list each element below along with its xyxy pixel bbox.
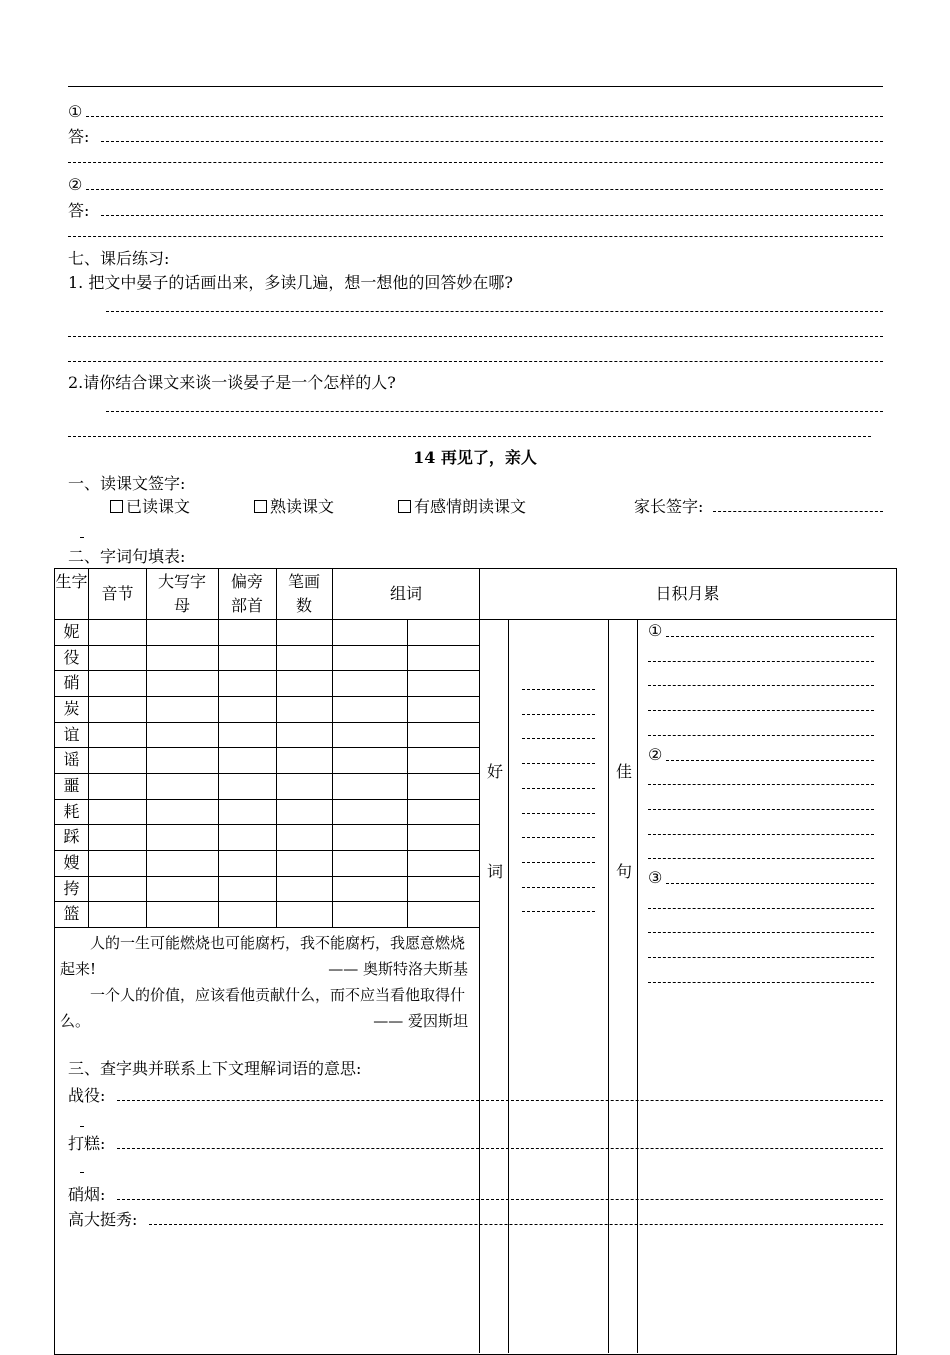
answer-1-line[interactable] xyxy=(68,126,883,148)
word-line-xiaoyan[interactable] xyxy=(68,1184,883,1206)
question-1-line[interactable] xyxy=(68,101,883,123)
answer-2-label: 答: xyxy=(68,201,90,220)
stray-mark xyxy=(80,537,84,538)
table-row-divider xyxy=(54,799,480,800)
word-gaodatingxiu: 高大挺秀: xyxy=(68,1210,138,1229)
table-row-divider xyxy=(54,747,480,748)
word-line-zhanyi[interactable] xyxy=(68,1085,883,1107)
table-row-divider xyxy=(54,645,480,646)
quote-1-author: —— 奥斯特洛夫斯基 xyxy=(328,960,468,978)
good-sentence-line[interactable] xyxy=(648,908,874,909)
table-row-divider xyxy=(54,773,480,774)
word-dagao: 打糕: xyxy=(68,1134,106,1153)
good-word-line[interactable] xyxy=(522,714,595,715)
char-cell: 噩 xyxy=(63,776,80,796)
char-cell: 挎 xyxy=(63,878,80,898)
sentence-marker: ② xyxy=(648,744,663,764)
option-read-label: 已读课文 xyxy=(126,497,191,516)
quote-2-author: —— 爱因斯坦 xyxy=(373,1012,468,1030)
sentence-marker: ③ xyxy=(648,868,663,887)
quote-1: 人的一生可能燃烧也可能腐朽，我不能腐朽，我愿意燃烧起来! xyxy=(60,934,466,978)
char-cell: 炭 xyxy=(63,699,80,718)
sec2-heading: 二、字词句填表: xyxy=(68,547,186,566)
option-fluent[interactable] xyxy=(254,496,334,518)
good-word-line[interactable] xyxy=(522,911,595,912)
word-xiaoyan: 硝烟: xyxy=(68,1185,106,1204)
answer-2-line[interactable] xyxy=(68,200,883,222)
sec3-heading: 三、查字典并联系上下文理解词语的意思: xyxy=(68,1059,362,1078)
good-word-line[interactable] xyxy=(522,763,595,764)
option-fluent-label: 熟读课文 xyxy=(270,497,335,516)
checkbox-icon[interactable] xyxy=(254,500,267,513)
table-row-divider xyxy=(54,670,480,671)
good-words-label: 好词 xyxy=(486,762,503,881)
exercise-1-answer-line[interactable] xyxy=(106,311,883,312)
checkbox-icon[interactable] xyxy=(110,500,123,513)
option-read[interactable] xyxy=(110,496,190,518)
good-sentences-label: 佳句 xyxy=(615,762,632,881)
char-cell: 役 xyxy=(63,647,80,667)
stray-mark xyxy=(80,1172,84,1173)
good-sentence-line[interactable] xyxy=(648,858,874,859)
table-row-divider xyxy=(54,696,480,697)
stray-mark xyxy=(80,1126,84,1127)
table-row-divider xyxy=(54,876,480,877)
exercise-1-answer-line[interactable] xyxy=(68,336,883,337)
table-row-divider xyxy=(54,722,480,723)
good-word-line[interactable] xyxy=(522,887,595,888)
good-sentence-line[interactable] xyxy=(648,809,874,810)
quote-2: 一个人的价值，应该看他贡献什么，而不应当看他取得什么。 xyxy=(60,986,466,1030)
char-cell: 谣 xyxy=(63,750,80,770)
checkbox-icon[interactable] xyxy=(398,500,411,513)
answer-1-label: 答: xyxy=(68,127,90,146)
exercise-1-answer-line[interactable] xyxy=(68,361,883,362)
good-word-line[interactable] xyxy=(522,738,595,739)
parent-signature-line[interactable] xyxy=(634,496,883,518)
option-emotional-label: 有感情朗读课文 xyxy=(414,497,527,516)
char-cell: 硝 xyxy=(63,673,80,693)
char-cell: 妮 xyxy=(63,622,80,641)
good-sentence-line[interactable] xyxy=(648,982,874,983)
exercise-heading: 七、课后练习: xyxy=(68,249,170,268)
answer-1-extra-line[interactable] xyxy=(68,162,883,163)
table-row-divider xyxy=(54,901,480,902)
word-zhanyi: 战役: xyxy=(68,1086,106,1105)
header-radical: 偏旁部首 xyxy=(230,572,263,615)
char-cell: 踩 xyxy=(63,827,80,847)
table-row-divider xyxy=(54,824,480,825)
header-uppercase: 大写字母 xyxy=(158,572,207,615)
word-line-gaodatingxiu[interactable] xyxy=(68,1209,883,1231)
question-1-label: ① xyxy=(68,102,83,121)
header-accumulation: 日积月累 xyxy=(655,584,720,603)
exercise-2-answer-line[interactable] xyxy=(106,411,883,412)
sec1-heading: 一、读课文签字: xyxy=(68,474,186,493)
option-emotional[interactable] xyxy=(398,496,526,518)
char-cell: 耗 xyxy=(63,801,80,821)
good-word-line[interactable] xyxy=(522,813,595,814)
question-2-label: ② xyxy=(68,175,83,194)
good-sentence-line[interactable] xyxy=(648,957,874,958)
top-rule xyxy=(68,86,883,87)
char-cell: 嫂 xyxy=(63,853,80,873)
good-sentence-line[interactable] xyxy=(648,735,874,736)
exercise-question-1: 1. 把文中晏子的话画出来，多读几遍，想一想他的回答妙在哪? xyxy=(68,273,513,292)
good-word-line[interactable] xyxy=(522,862,595,863)
header-words: 组词 xyxy=(389,584,422,603)
good-word-line[interactable] xyxy=(522,689,595,690)
good-word-line[interactable] xyxy=(522,837,595,838)
quote-block xyxy=(60,930,468,1034)
good-sentence-line[interactable] xyxy=(666,760,874,761)
good-sentence-line[interactable] xyxy=(648,784,874,785)
good-sentence-line[interactable] xyxy=(648,661,874,662)
good-sentence-line[interactable] xyxy=(648,932,874,933)
good-sentence-line[interactable] xyxy=(666,636,874,637)
parent-signature-label: 家长签字: xyxy=(634,497,704,516)
sentence-marker: ① xyxy=(648,621,663,640)
header-char: 生字 xyxy=(55,572,88,591)
good-sentence-line[interactable] xyxy=(648,685,874,686)
good-sentence-line[interactable] xyxy=(648,834,874,835)
good-word-line[interactable] xyxy=(522,788,595,789)
exercise-2-answer-line[interactable] xyxy=(68,436,871,437)
word-line-dagao[interactable] xyxy=(68,1133,883,1155)
char-cell: 篮 xyxy=(63,904,80,924)
char-cell: 谊 xyxy=(63,724,80,744)
lesson-title: 14 再见了，亲人 xyxy=(413,448,537,467)
header-pinyin: 音节 xyxy=(101,584,134,603)
answer-2-extra-line[interactable] xyxy=(68,236,883,237)
question-2-line[interactable] xyxy=(68,174,883,196)
table-row-divider xyxy=(54,850,480,851)
exercise-question-2: 2.请你结合课文来谈一谈晏子是一个怎样的人? xyxy=(68,373,396,392)
good-sentence-line[interactable] xyxy=(648,710,874,711)
good-sentence-line[interactable] xyxy=(666,883,874,884)
header-strokes: 笔画数 xyxy=(287,572,320,615)
